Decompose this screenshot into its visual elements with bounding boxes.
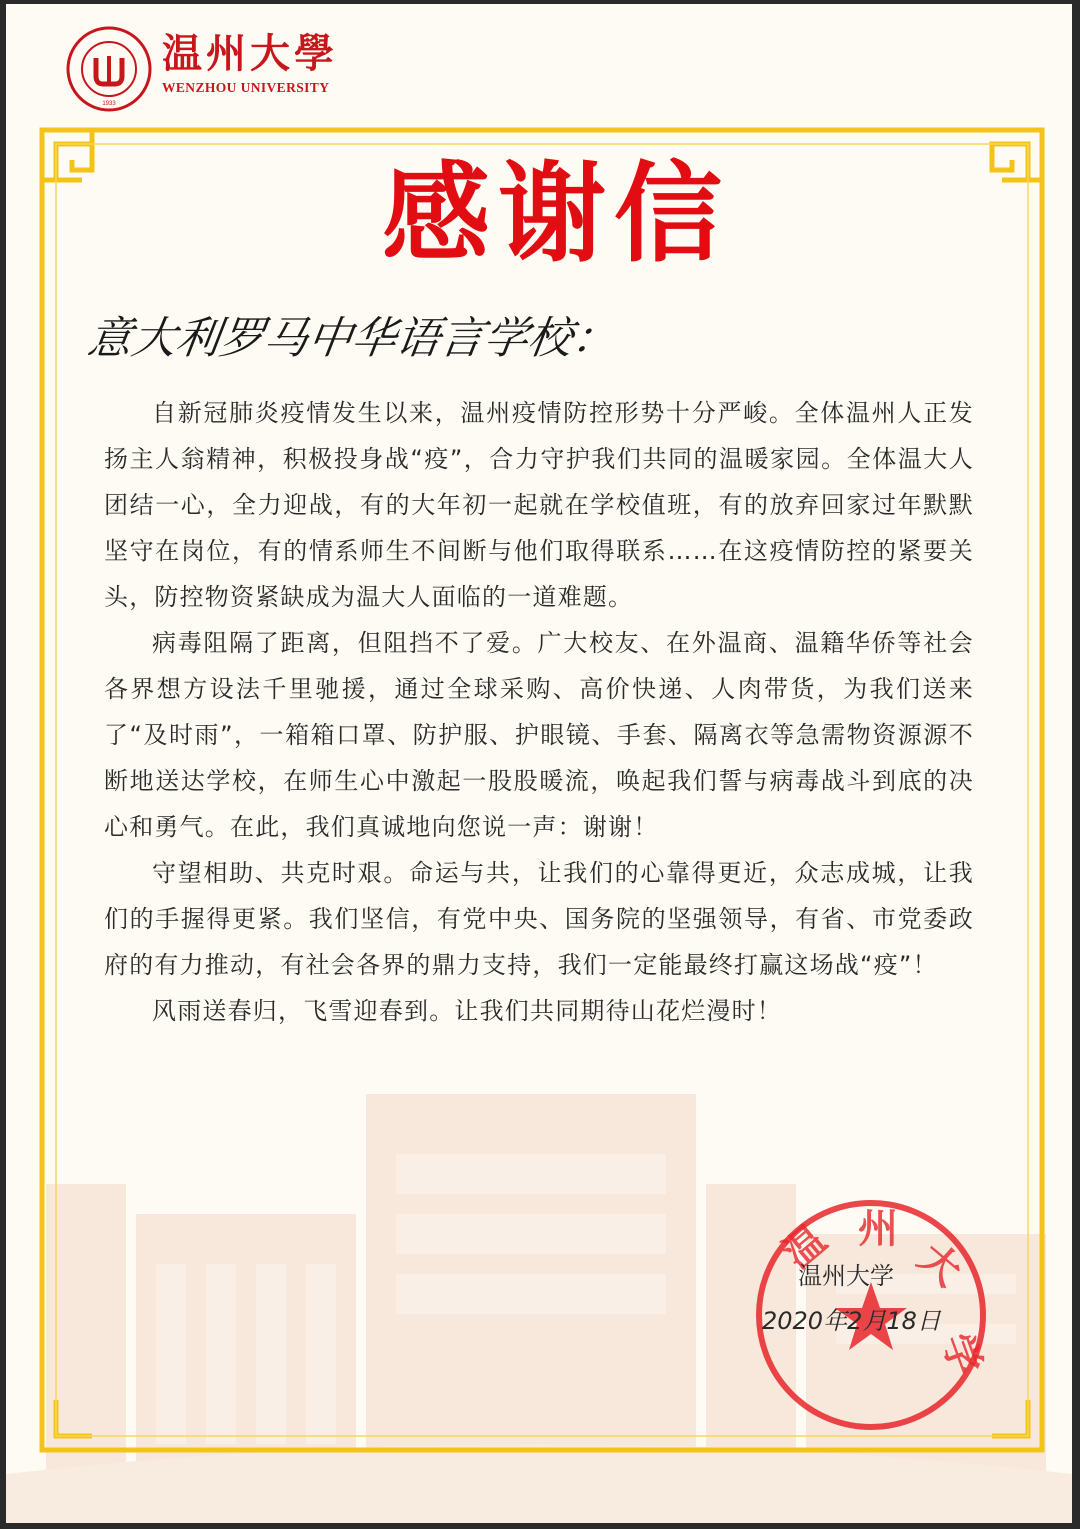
logo-chinese-name: 温州大學: [162, 30, 338, 77]
salutation: 意大利罗马中华语言学校：: [84, 313, 620, 364]
paragraph: 病毒阻隔了距离，但阻挡不了爱。广大校友、在外温商、温籍华侨等社会各界想方设法千里驰援，通过全球采购、高价快递、人肉带货，为我们送来了“及时雨”，一箱箱口罩、防护服、护眼镜、手套、隔离衣等急需物资源源不断地送达学校，在师生心中激起一股股暖流，唤起我们誓与病毒战斗到底的决心和勇气。在此，我们真诚地向您说一声：谢谢！: [104, 629, 974, 841]
svg-text:1933: 1933: [102, 101, 116, 107]
university-seal-icon: [66, 26, 152, 112]
svg-text:大: 大: [909, 1233, 971, 1296]
svg-text:温: 温: [774, 1215, 836, 1278]
letter-body: [104, 390, 974, 1034]
paragraph: 风雨送春归，飞雪迎春到。让我们共同期待山花烂漫时！: [152, 997, 782, 1025]
paragraph: 自新冠肺炎疫情发生以来，温州疫情防控形势十分严峻。全体温州人正发扬主人翁精神，积极投身战“疫”，合力守护我们共同的温暖家园。全体温大人团结一心，全力迎战，有的大年初一起就在学校值班，有的放弃回家过年默默坚守在岗位，有的情系师生不间断与他们取得联系……在这疫情防控的紧要关头，防控物资紧缺成为温大人面临的一道难题。: [104, 399, 974, 611]
signature: 温州大学: [798, 1262, 894, 1290]
letter-title: 感谢信: [381, 151, 730, 277]
svg-text:学: 学: [932, 1327, 991, 1382]
svg-text:州: 州: [858, 1205, 898, 1252]
logo-english-name: WENZHOU UNIVERSITY: [162, 80, 330, 95]
paragraph: 守望相助、共克时艰。命运与共，让我们的心靠得更近，众志成城，让我们的手握得更紧。我们坚信，有党中央、国务院的坚强领导，有省、市党委政府的有力推动，有社会各界的鼎力支持，我们一定能最终打赢这场战“疫”！: [104, 859, 974, 979]
university-logo: [66, 26, 356, 116]
letter-date: 2020年2月18日: [762, 1307, 941, 1335]
letter-page: [6, 4, 1072, 1523]
